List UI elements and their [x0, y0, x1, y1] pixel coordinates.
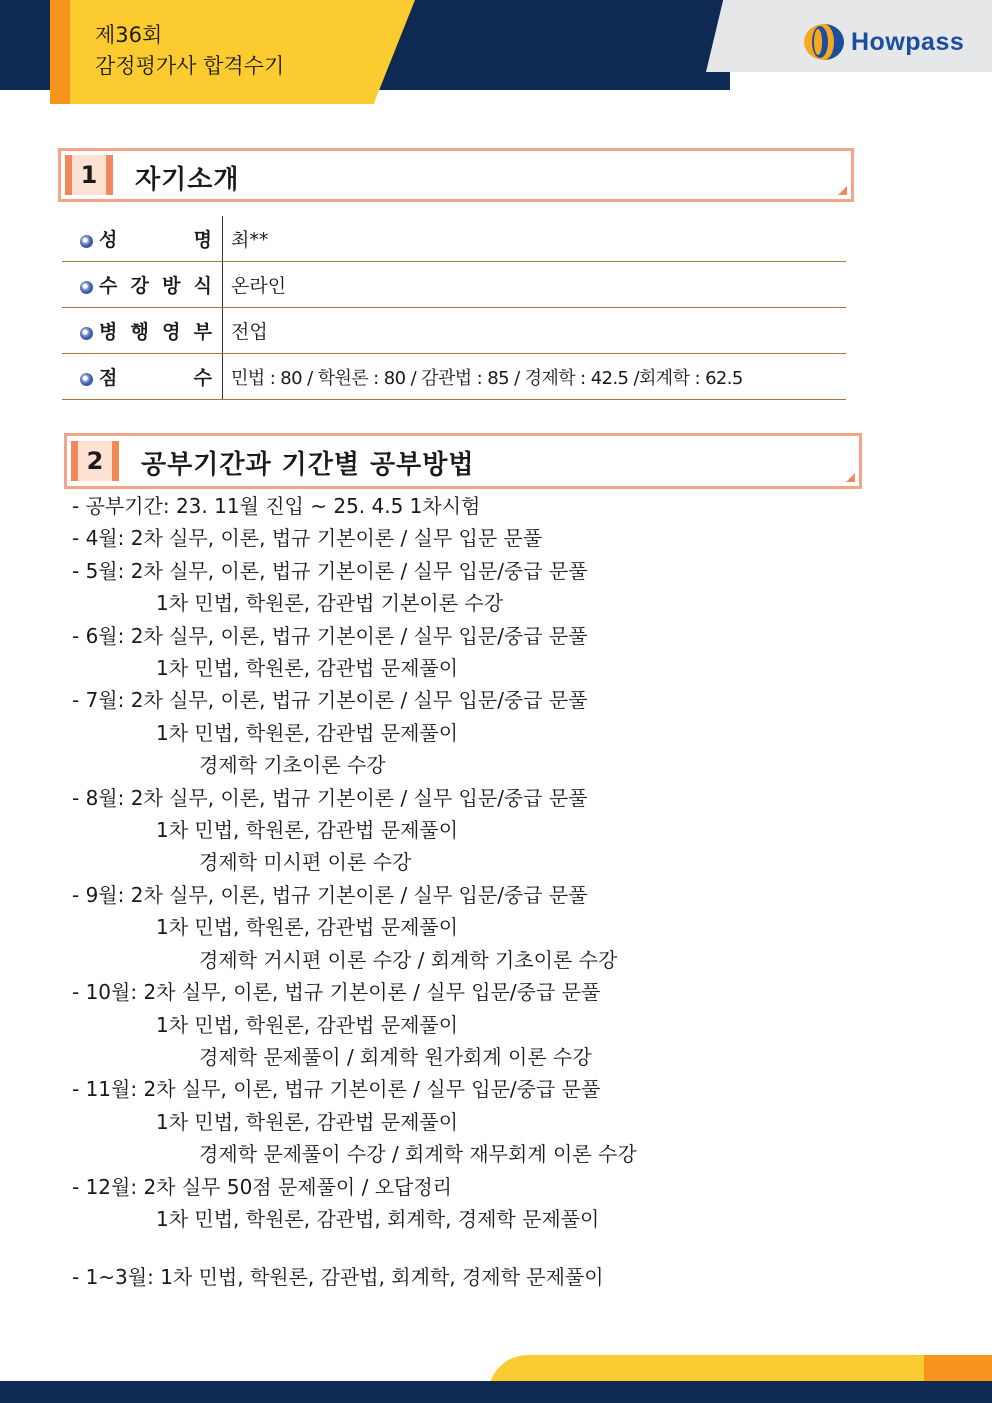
section-2-number: 2 — [78, 441, 112, 481]
profile-value: 온라인 — [231, 275, 287, 297]
profile-row-name — [62, 216, 846, 262]
profile-label: 수 강 방 식 — [99, 275, 212, 297]
schedule-line: 1차 민법, 학원론, 감관법 문제풀이 — [156, 720, 459, 745]
schedule-line: 1차 민법, 학원론, 감관법, 회계학, 경제학 문제풀이 — [156, 1206, 600, 1231]
schedule-line: - 8월: 2차 실무, 이론, 법규 기본이론 / 실무 입문/중급 문풀 — [72, 785, 588, 810]
profile-label: 병 행 영 부 — [99, 321, 212, 343]
schedule-line: - 7월: 2차 실무, 이론, 법규 기본이론 / 실무 입문/중급 문풀 — [72, 688, 588, 713]
schedule-line: 경제학 기초이론 수강 — [199, 753, 386, 778]
schedule-line: 경제학 미시편 이론 수강 — [199, 850, 412, 875]
title-line-2: 감정평가사 합격수기 — [95, 54, 285, 78]
schedule-line: - 공부기간: 23. 11월 진입 ~ 25. 4.5 1차시험 — [72, 494, 481, 518]
schedule-line: - 4월: 2차 실무, 이론, 법규 기본이론 / 실무 입문 문풀 — [72, 526, 543, 551]
schedule-line: 1차 민법, 학원론, 감관법 기본이론 수강 — [156, 591, 504, 616]
header-orange-strip — [50, 0, 70, 104]
profile-table — [62, 216, 846, 400]
corner-triangle-icon — [846, 473, 855, 482]
bullet-icon — [80, 281, 93, 294]
schedule-line: - 1~3월: 1차 민법, 학원론, 감관법, 회계학, 경제학 문제풀이 — [72, 1265, 604, 1290]
schedule-line: 경제학 문제풀이 수강 / 회계학 재무회계 이론 수강 — [199, 1142, 637, 1167]
section-2-number-box — [71, 441, 119, 481]
footer-navy-band — [0, 1381, 992, 1403]
profile-row-method — [62, 262, 846, 308]
section-2-title: 공부기간과 기간별 공부방법 — [141, 450, 475, 480]
section-1-title: 자기소개 — [135, 165, 240, 195]
schedule-line: - 5월: 2차 실무, 이론, 법규 기본이론 / 실무 입문/중급 문풀 — [72, 558, 588, 583]
schedule-line: - 12월: 2차 실무 50점 문제풀이 / 오답정리 — [72, 1174, 452, 1199]
blank-line — [72, 1235, 637, 1261]
schedule-line: - 11월: 2차 실무, 이론, 법규 기본이론 / 실무 입문/중급 문풀 — [72, 1077, 601, 1102]
bullet-icon — [80, 235, 93, 248]
schedule-line: 경제학 문제풀이 / 회계학 원가회계 이론 수강 — [199, 1044, 592, 1069]
schedule-line: 1차 민법, 학원론, 감관법 문제풀이 — [156, 1012, 459, 1037]
section-1-number: 1 — [72, 155, 106, 195]
schedule-line: - 9월: 2차 실무, 이론, 법규 기본이론 / 실무 입문/중급 문풀 — [72, 882, 588, 907]
corner-triangle-icon — [838, 186, 847, 195]
study-schedule — [72, 490, 637, 1294]
schedule-line: - 6월: 2차 실무, 이론, 법규 기본이론 / 실무 입문/중급 문풀 — [72, 623, 588, 648]
schedule-line: 1차 민법, 학원론, 감관법 문제풀이 — [156, 915, 459, 940]
logo-mark-icon — [802, 22, 846, 62]
section-1-header — [58, 148, 854, 202]
profile-value: 민법 : 80 / 학원론 : 80 / 감관법 : 85 / 경제학 : 42.5 /회계학 : 62.5 — [231, 367, 743, 389]
profile-label: 성 명 — [99, 229, 212, 251]
profile-row-score — [62, 354, 846, 400]
schedule-line: 1차 민법, 학원론, 감관법 문제풀이 — [156, 818, 459, 843]
title-line-1: 제36회 — [95, 23, 163, 47]
schedule-line: 1차 민법, 학원론, 감관법 문제풀이 — [156, 1109, 459, 1134]
profile-label: 점 수 — [99, 367, 212, 389]
page-title — [95, 20, 284, 82]
bullet-icon — [80, 327, 93, 340]
profile-row-work — [62, 308, 846, 354]
profile-value: 전업 — [231, 321, 268, 343]
section-1-number-box — [65, 155, 113, 195]
section-2-header — [64, 433, 862, 489]
bullet-icon — [80, 373, 93, 386]
logo-text: Howpass — [851, 27, 965, 56]
profile-value: 최** — [231, 229, 269, 251]
schedule-line: 경제학 거시편 이론 수강 / 회계학 기초이론 수강 — [199, 947, 618, 972]
schedule-line: - 10월: 2차 실무, 이론, 법규 기본이론 / 실무 입문/중급 문풀 — [72, 980, 601, 1005]
howpass-logo — [802, 22, 964, 62]
schedule-line: 1차 민법, 학원론, 감관법 문제풀이 — [156, 656, 459, 681]
